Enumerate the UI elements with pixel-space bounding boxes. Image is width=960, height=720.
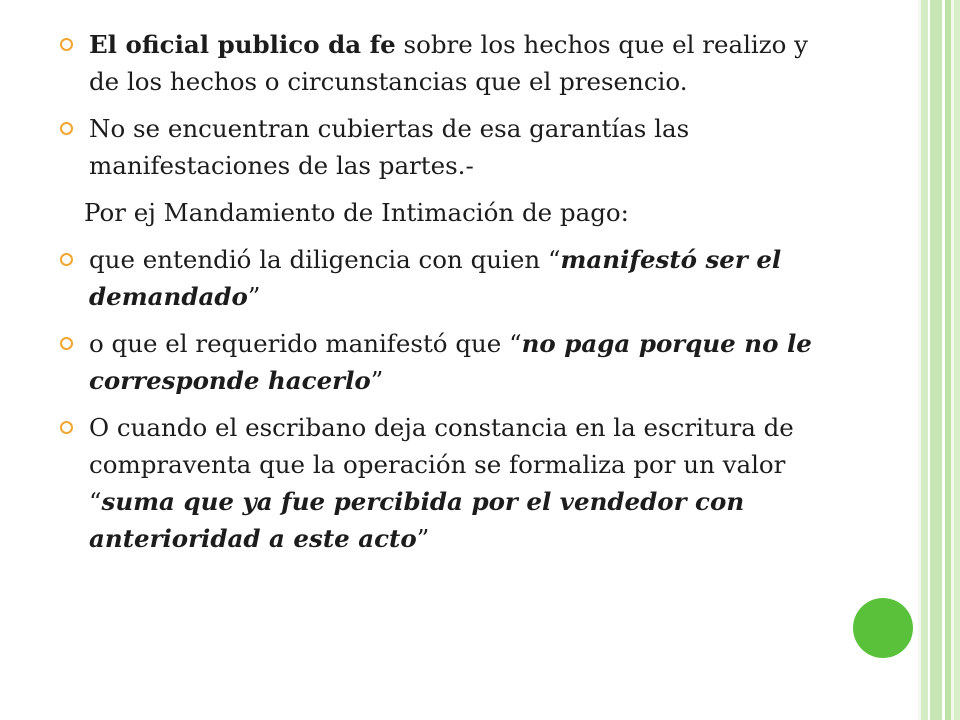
bullet-text: No se encuentran cubiertas de esa garantías las manifestaciones de las partes.- <box>89 114 690 180</box>
bullet-item <box>60 325 820 399</box>
quote-close: ” <box>416 524 430 553</box>
bullet-icon <box>60 421 73 434</box>
bullet-icon <box>60 122 73 135</box>
emphasized-quote: manifestó ser el demandado <box>89 245 782 311</box>
emphasized-quote: suma que ya fue percibida por el vendedor con anterioridad a este acto <box>89 487 745 553</box>
decorative-stripes <box>918 0 960 720</box>
bullet-icon <box>60 337 73 350</box>
bullet-item <box>60 409 820 557</box>
bullet-item <box>60 110 820 184</box>
bullet-text: O cuando el escribano deja constancia en la escritura de compraventa que la operación se formaliza por un valor “ <box>89 413 794 516</box>
bullet-text: sobre los hechos que el realizo y de los hechos o circunstancias que el presencio. <box>89 30 809 96</box>
bullet-item <box>60 26 820 100</box>
bullet-icon <box>60 253 73 266</box>
decorative-green-circle <box>853 598 913 658</box>
quote-close: ” <box>247 282 261 311</box>
bullet-icon <box>60 38 73 51</box>
bullet-text: que entendió la diligencia con quien “ <box>89 245 561 274</box>
slide-content <box>60 26 820 567</box>
quote-close: ” <box>370 366 384 395</box>
bold-lead: El oficial publico da fe <box>89 30 396 59</box>
emphasized-quote: no paga porque no le corresponde hacerlo <box>89 329 812 395</box>
bullet-item <box>60 241 820 315</box>
bullet-text: o que el requerido manifestó que “ <box>89 329 522 358</box>
example-line: Por ej Mandamiento de Intimación de pago: <box>84 198 629 227</box>
